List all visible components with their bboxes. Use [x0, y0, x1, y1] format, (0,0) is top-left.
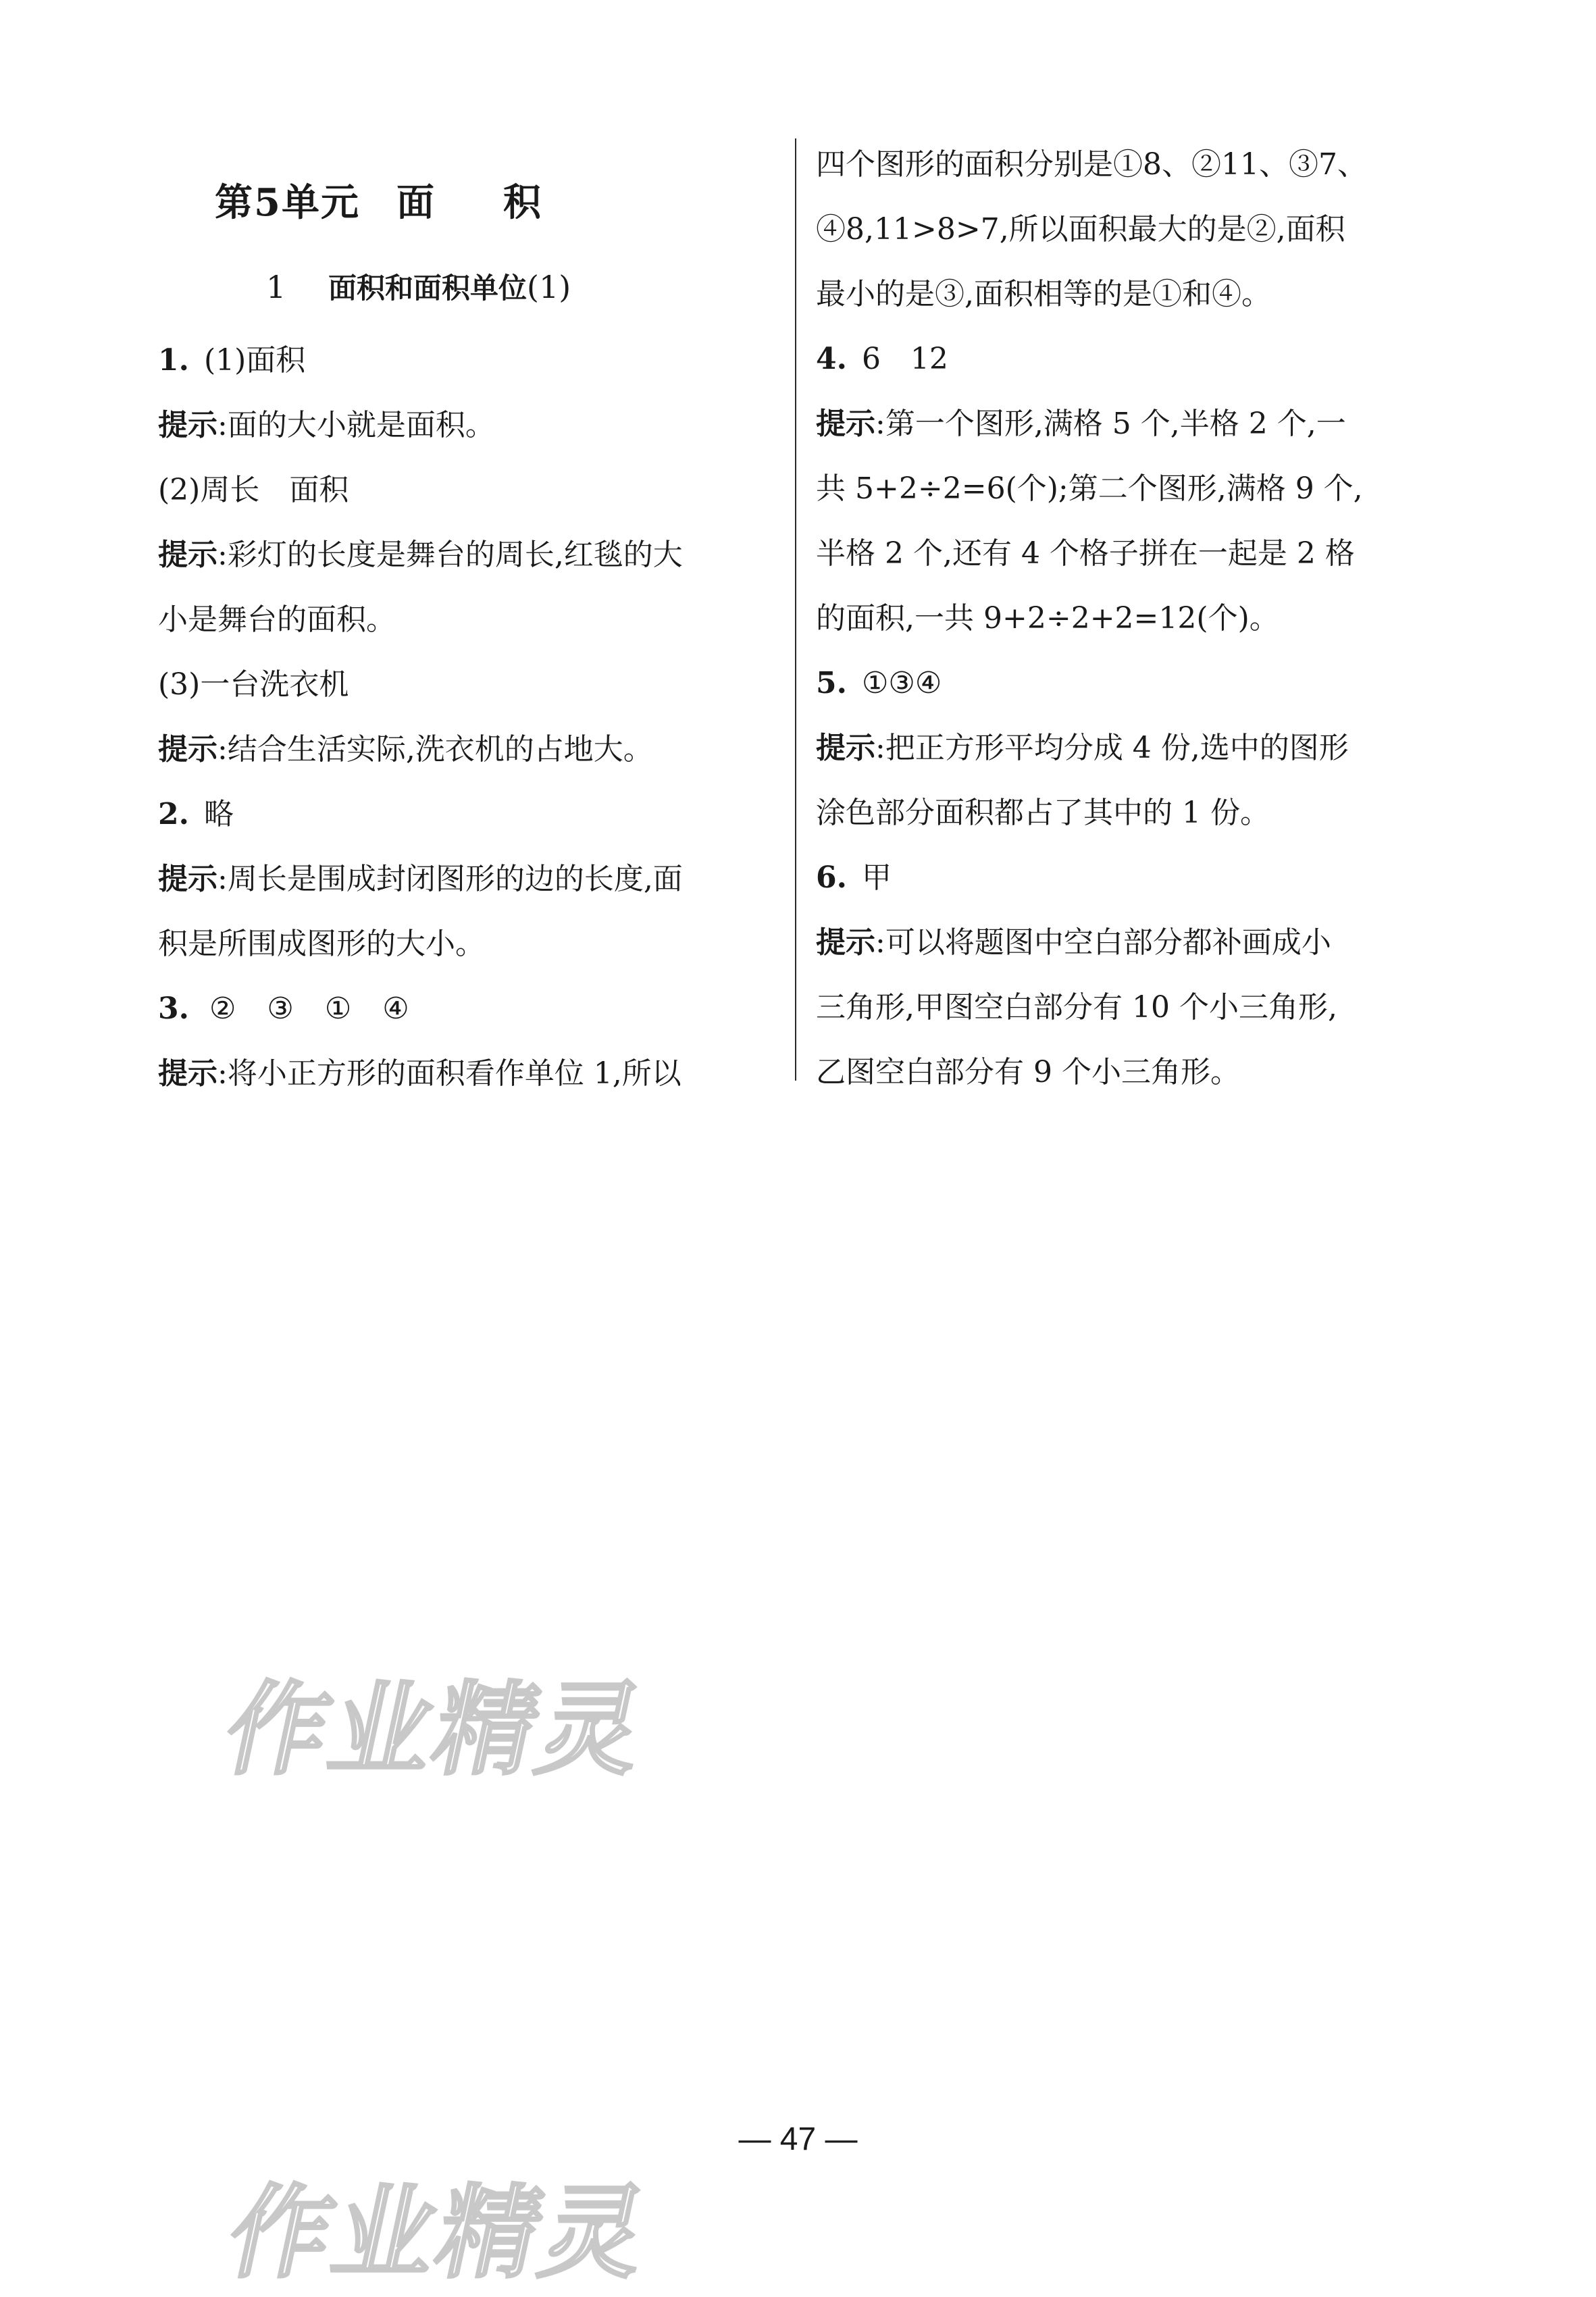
hint-label: 提示: [158, 862, 217, 896]
hint-label: 提示: [816, 407, 875, 441]
answer-number: 6.: [816, 860, 847, 895]
answer-choice: ①: [324, 991, 352, 1026]
hint-continuation: 小是舞台的面积。: [158, 602, 396, 637]
hint-line: [158, 717, 779, 782]
answer-number: 5.: [816, 666, 847, 700]
hint-text: :第一个图形,满格 5 个,半格 2 个,一: [875, 407, 1346, 441]
page-number: — 47 —: [738, 2121, 858, 2157]
answer-5: [816, 651, 1437, 716]
answer-1-part2: (2)周长 面积: [158, 473, 349, 507]
answer-choice: ④: [382, 991, 409, 1026]
answer-1: [158, 328, 779, 393]
answer-choice: ②: [209, 991, 236, 1026]
section-name: 面积和面积单位: [328, 272, 527, 305]
watermark-logo: 作业精灵: [215, 1672, 657, 1789]
text-line: 共 5+2÷2=6(个);第二个图形,满格 9 个,: [816, 471, 1363, 506]
hint-text: :彩灯的长度是舞台的周长,红毯的大: [217, 538, 683, 572]
hint-line: [816, 392, 1437, 457]
section-suffix: (1): [527, 269, 571, 305]
answer-number: 1.: [158, 343, 189, 378]
answer-text: 甲: [861, 860, 892, 895]
unit-title-word1: 面: [396, 180, 436, 225]
answer-number: 3.: [158, 991, 189, 1026]
answer-text: (1)面积: [203, 343, 306, 378]
hint-line: [158, 847, 779, 912]
section-number: 1: [266, 269, 286, 305]
watermark-logo: 作业精灵: [218, 2175, 660, 2292]
unit-title: [215, 169, 779, 250]
hint-continuation: 积是所围成图形的大小。: [158, 927, 485, 961]
hint-line: [158, 523, 779, 588]
answer-1-part3: (3)一台洗衣机: [158, 667, 349, 702]
answer-4: [816, 327, 1437, 392]
left-column: [158, 142, 779, 1106]
hint-text: :把正方形平均分成 4 份,选中的图形: [875, 731, 1349, 765]
hint-text: :周长是围成封闭图形的边的长度,面: [217, 862, 683, 896]
hint-label: 提示: [816, 925, 875, 960]
text-line: 最小的是③,面积相等的是①和④。: [816, 277, 1271, 311]
hint-label: 提示: [816, 731, 875, 765]
answer-6: [816, 846, 1437, 910]
answer-number: 4.: [816, 342, 847, 376]
hint-text: :可以将题图中空白部分都补画成小: [875, 925, 1331, 960]
unit-title-prefix: 第5单元: [215, 180, 360, 225]
hint-text: :结合生活实际,洗衣机的占地大。: [217, 732, 653, 767]
hint-label: 提示: [158, 732, 217, 767]
hint-text: :将小正方形的面积看作单位 1,所以: [217, 1056, 681, 1091]
text-line: 三角形,甲图空白部分有 10 个小三角形,: [816, 990, 1337, 1025]
section-title: [266, 263, 779, 311]
text-line: 乙图空白部分有 9 个小三角形。: [816, 1055, 1240, 1089]
text-line: 的面积,一共 9+2÷2+2=12(个)。: [816, 601, 1279, 636]
column-divider: [795, 138, 796, 1081]
unit-title-word2: 积: [503, 180, 542, 225]
right-column: [816, 132, 1437, 1105]
hint-line: [816, 716, 1437, 781]
text-line: 四个图形的面积分别是①8、②11、③7、: [816, 147, 1367, 182]
hint-text: :面的大小就是面积。: [217, 408, 495, 442]
hint-label: 提示: [158, 1056, 217, 1091]
answer-text: 6 12: [861, 342, 948, 376]
text-line: 涂色部分面积都占了其中的 1 份。: [816, 796, 1270, 830]
text-line: 半格 2 个,还有 4 个格子拼在一起是 2 格: [816, 536, 1355, 571]
answer-2: [158, 782, 779, 847]
hint-line: [816, 910, 1437, 975]
text-line: ④8,11>8>7,所以面积最大的是②,面积: [816, 212, 1345, 247]
answer-number: 2.: [158, 797, 189, 831]
answer-3: [158, 977, 779, 1041]
hint-label: 提示: [158, 408, 217, 442]
answer-choice: ③: [267, 991, 294, 1026]
hint-label: 提示: [158, 538, 217, 572]
hint-line: [158, 393, 779, 458]
hint-line: [158, 1041, 779, 1106]
answer-text: 略: [203, 797, 234, 831]
answer-text: ①③④: [861, 666, 942, 700]
